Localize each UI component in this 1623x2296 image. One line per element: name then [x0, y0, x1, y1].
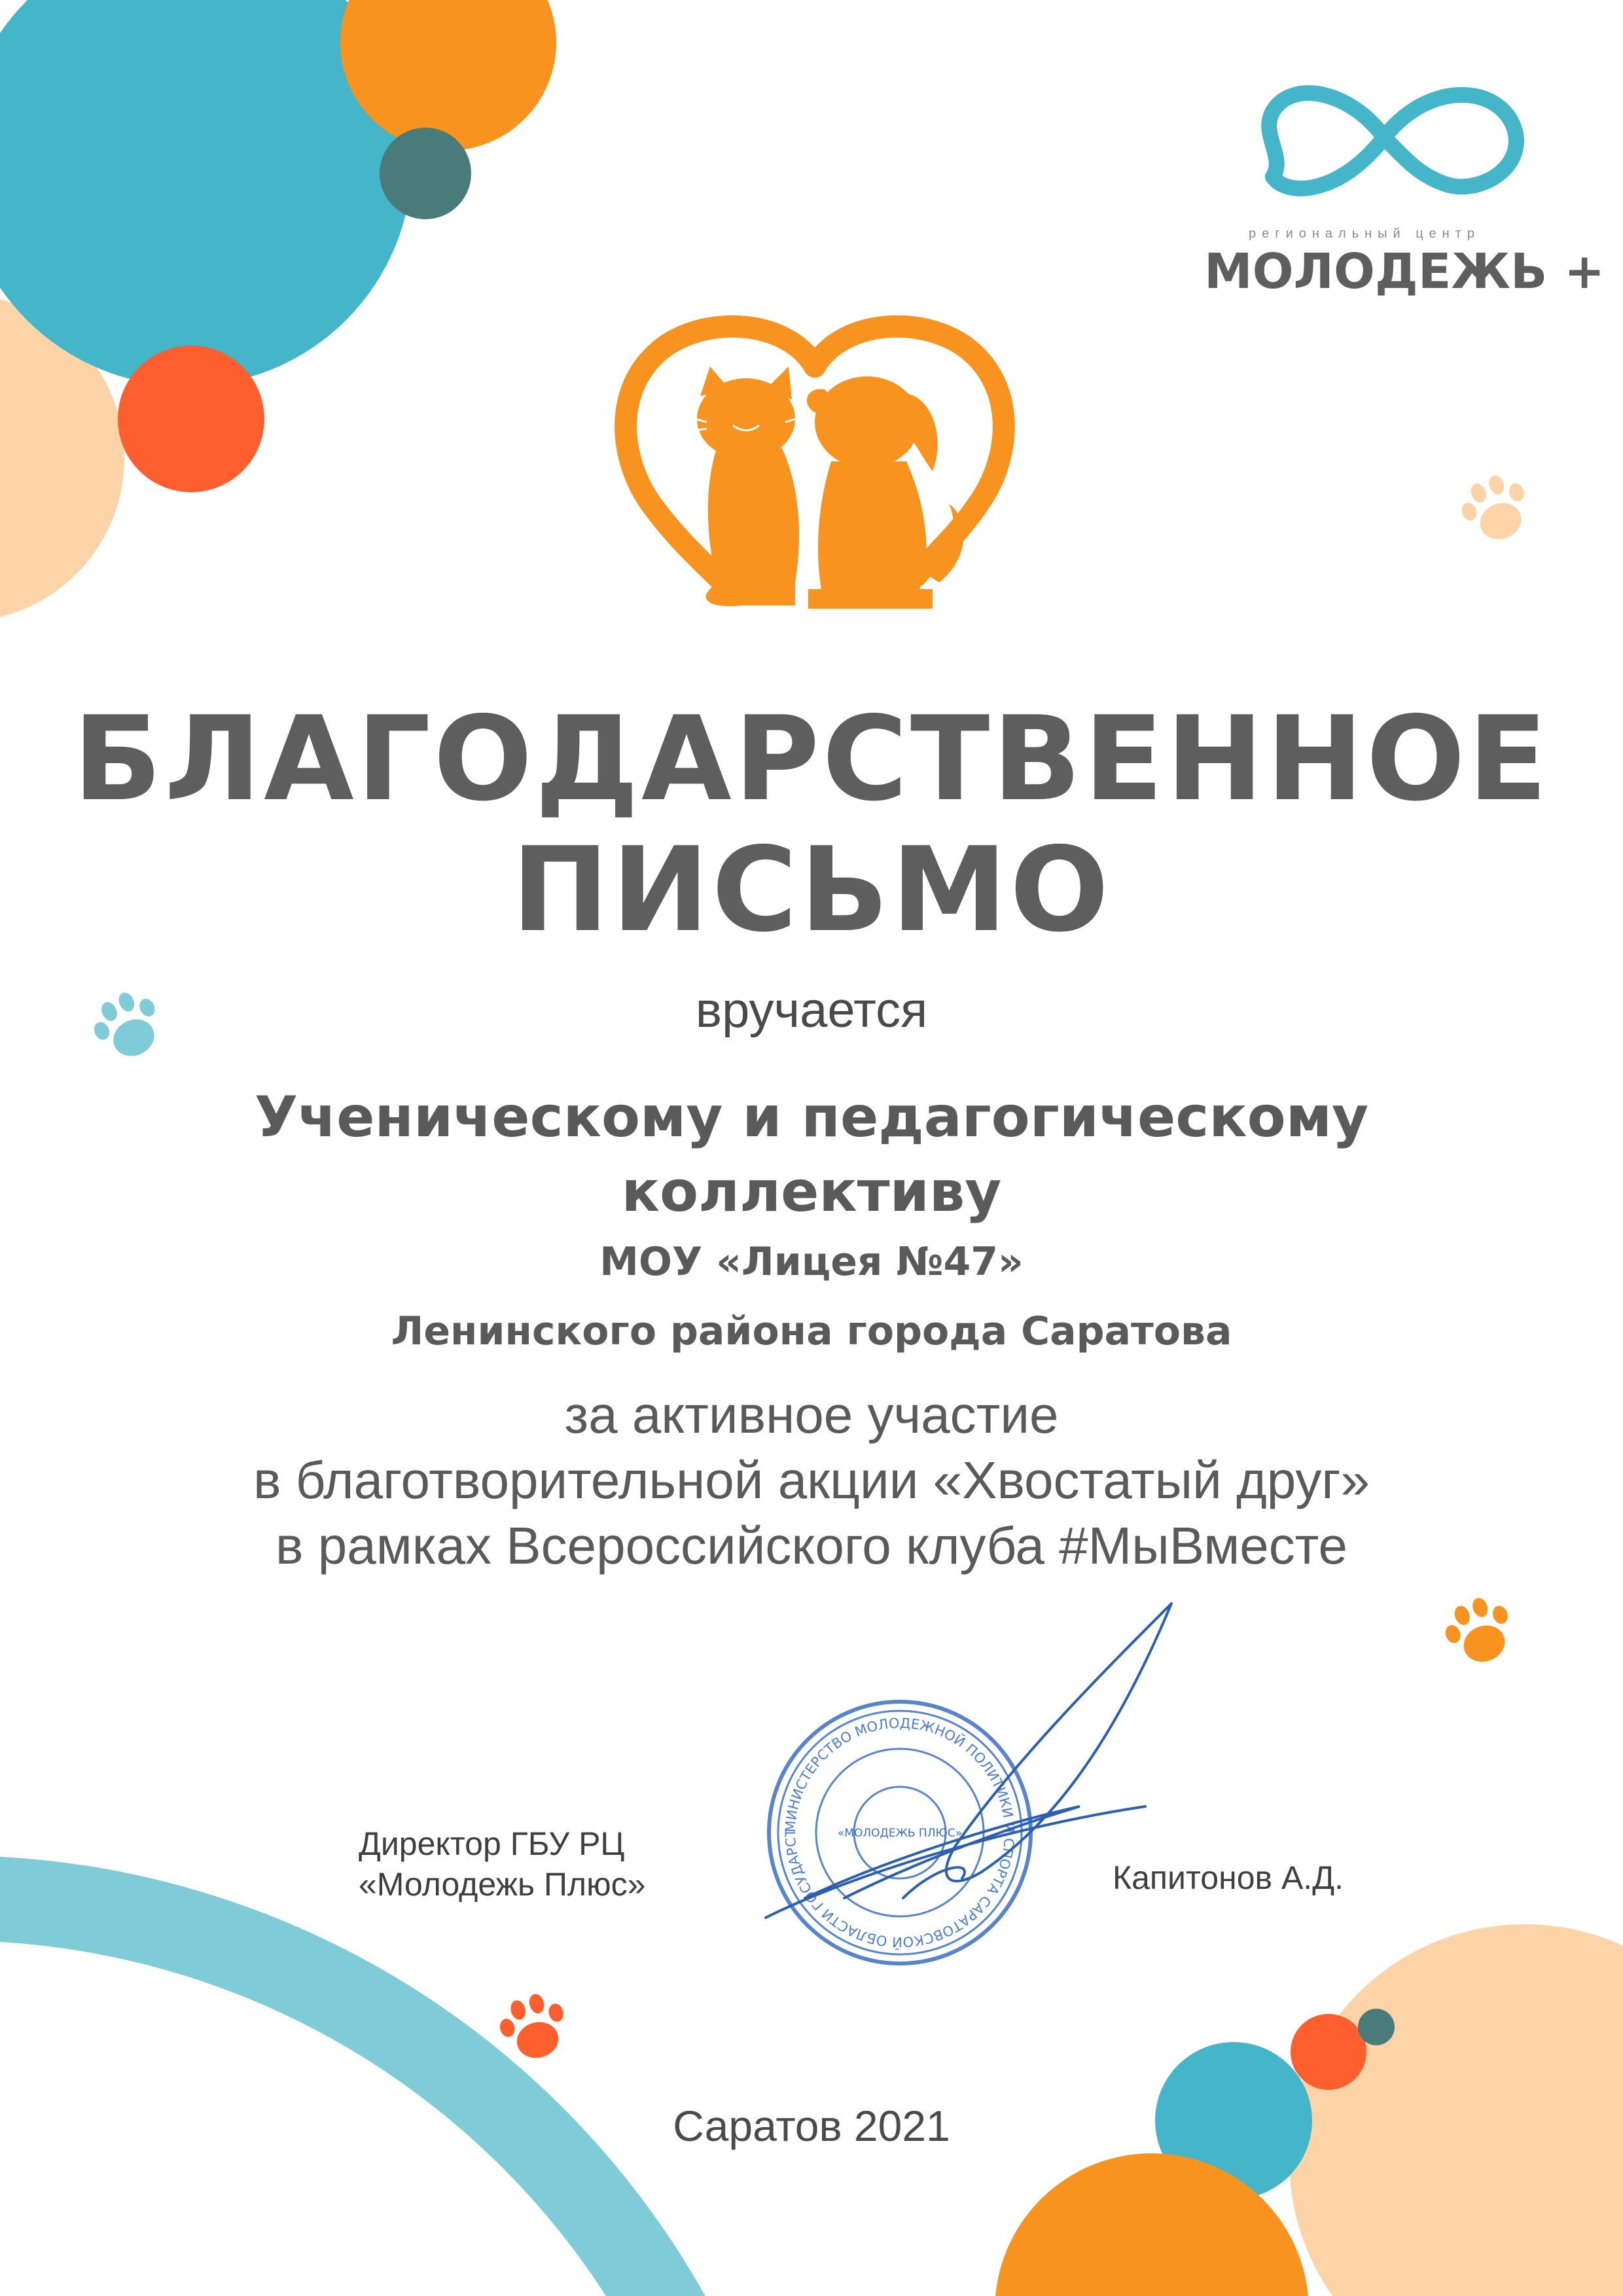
decor-arc-teal-bottom: [0, 1898, 772, 2296]
decor-circle-red-left: [118, 346, 264, 492]
decor-circle-darkteal-bottom: [1358, 2009, 1395, 2045]
signatory-name: Капитонов А.Д.: [1113, 1859, 1344, 1896]
logo-name: МОЛОДЕЖЬ +: [1204, 243, 1605, 300]
stamp-center-text: «МОЛОДЕЖЬ ПЛЮС»: [837, 1827, 963, 1840]
awarded-label: вручается: [695, 982, 928, 1038]
decor-circle-red-bottom: [1291, 2014, 1366, 2090]
paw-icon: [1456, 471, 1535, 550]
infinity-heart-logo-icon: [1247, 65, 1522, 209]
reason-line-3: в рамках Всероссийского клуба #МыВместе: [276, 1516, 1347, 1575]
stamp-ring-text: МИНИСТЕРСТВО МОЛОДЕЖНОЙ ПОЛИТИКИ И СПОРТА САРАТОВСКОЙ ОБЛАСТИ ГОСУДАРСТВЕННОЕ БЮДЖЕТНОЕ УЧРЕЖДЕНИЕ РЕГИОНАЛЬНЫЙ ЦЕНТР: [755, 1683, 1018, 1950]
handwritten-signature: [740, 1590, 1198, 1957]
logo-subtitle: региональный центр: [1249, 226, 1480, 241]
recipient-district: Ленинского района города Саратова: [391, 1308, 1232, 1354]
reason-line-2: в благотворительной акции «Хвостатый друг»: [253, 1451, 1370, 1509]
signatory-position-line-1: Директор ГБУ РЦ: [359, 1825, 625, 1862]
reason-line-1: за активное участие: [564, 1386, 1059, 1444]
signatory-position-line-2: «Молодежь Плюс»: [359, 1866, 646, 1903]
decor-circle-darkteal-top: [380, 128, 471, 219]
paw-icon: [1440, 1594, 1518, 1672]
page-title-line-1: БЛАГОДАРСТВЕННОЕ: [73, 691, 1550, 827]
footer-city-year: Саратов 2021: [673, 2102, 950, 2150]
recipient-line-1: Ученическому и педагогическому: [254, 1085, 1369, 1150]
cat-dog-heart-icon: [592, 308, 1037, 648]
page-title-line-2: ПИСЬМО: [511, 822, 1112, 958]
recipient-line-2: коллективу: [621, 1159, 1002, 1225]
recipient-school: МОУ «Лицея №47»: [599, 1239, 1024, 1285]
paw-icon: [494, 1990, 573, 2068]
